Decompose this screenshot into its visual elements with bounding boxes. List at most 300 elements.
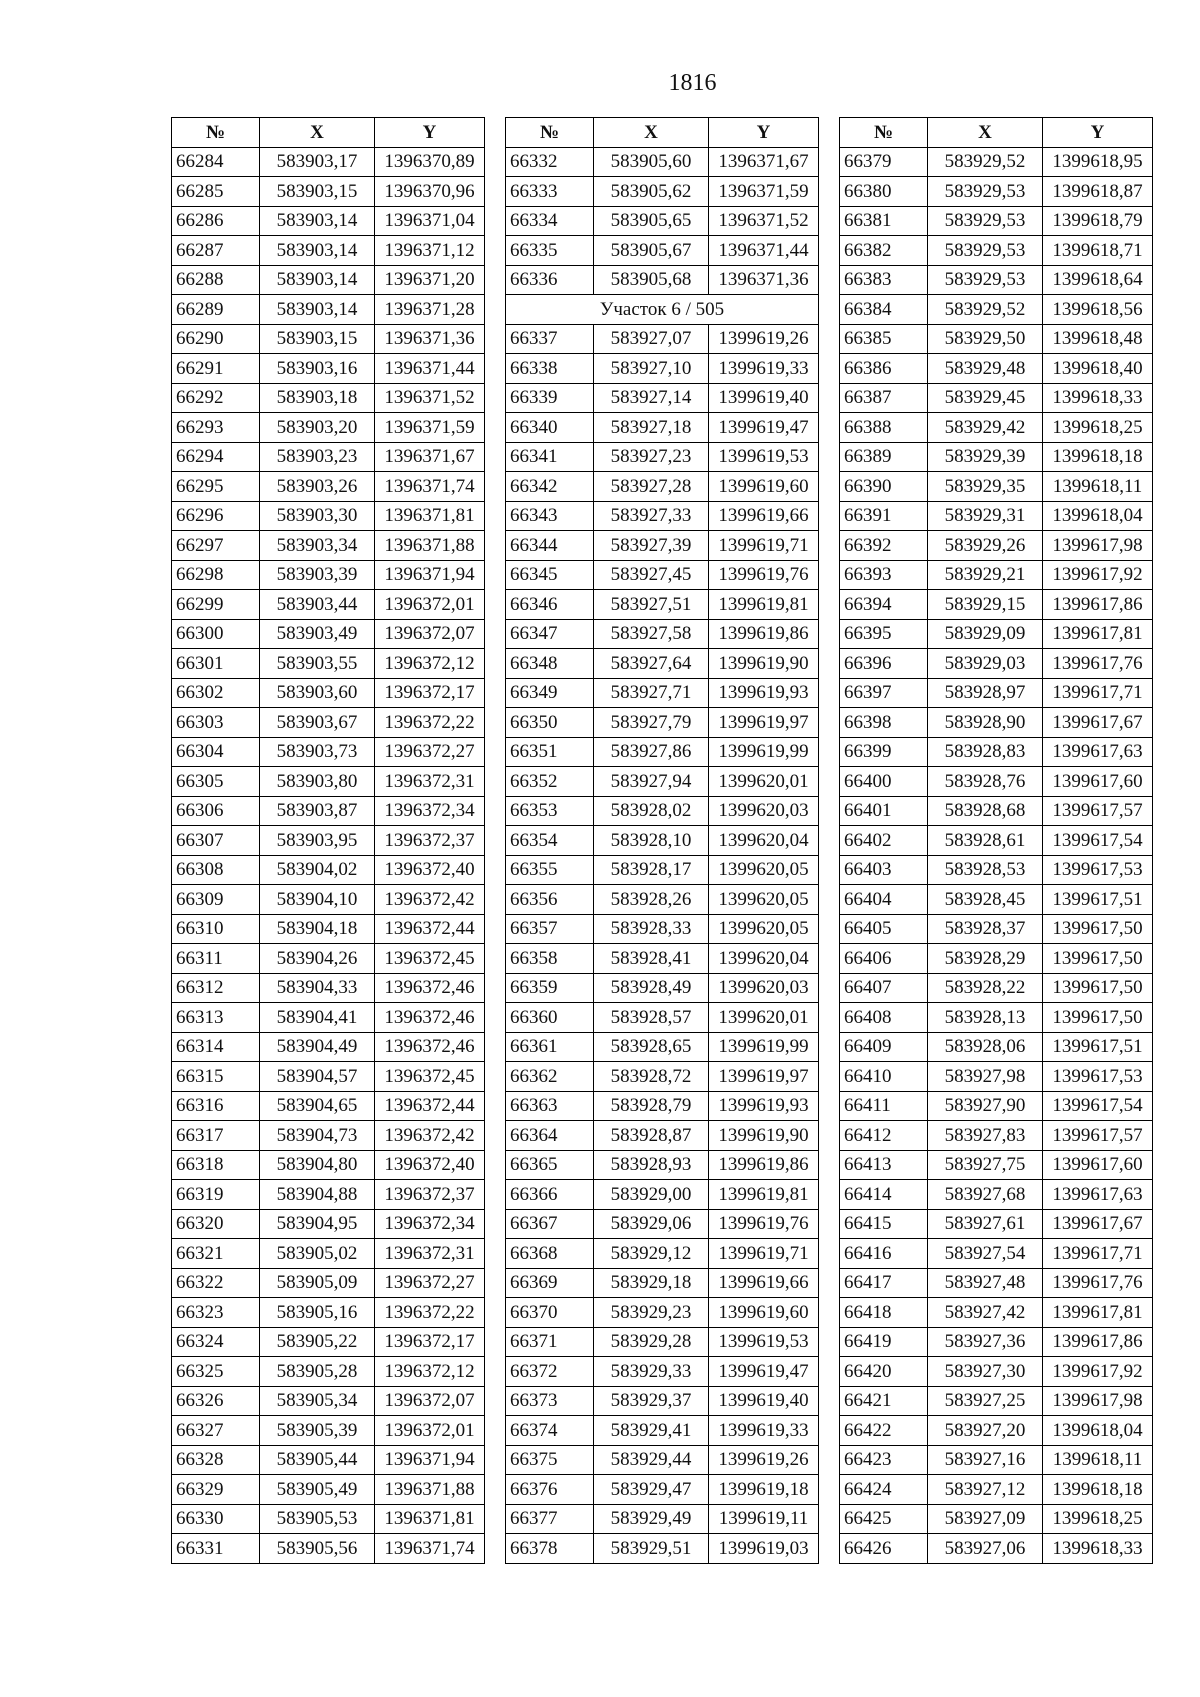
- cell-x: 583927,36: [928, 1327, 1043, 1357]
- cell-number: 66289: [172, 295, 260, 325]
- cell-y: 1396372,46: [375, 1003, 485, 1033]
- table-row: [172, 1121, 485, 1151]
- cell-x: 583904,88: [260, 1180, 375, 1210]
- cell-y: 1399619,86: [709, 619, 819, 649]
- cell-x: 583929,03: [928, 649, 1043, 679]
- table-row: [172, 1534, 485, 1564]
- cell-number: 66397: [840, 678, 928, 708]
- cell-number: 66320: [172, 1209, 260, 1239]
- cell-y: 1396372,07: [375, 619, 485, 649]
- table-row: [172, 885, 485, 915]
- cell-y: 1399617,57: [1043, 1121, 1153, 1151]
- cell-number: 66372: [506, 1357, 594, 1387]
- cell-y: 1399619,26: [709, 1445, 819, 1475]
- cell-number: 66420: [840, 1357, 928, 1387]
- table-row: [840, 1268, 1153, 1298]
- cell-x: 583928,68: [928, 796, 1043, 826]
- cell-x: 583929,45: [928, 383, 1043, 413]
- cell-y: 1399620,05: [709, 885, 819, 915]
- cell-x: 583929,12: [594, 1239, 709, 1269]
- cell-number: 66404: [840, 885, 928, 915]
- cell-y: 1399619,76: [709, 1209, 819, 1239]
- table-header: [840, 118, 1153, 148]
- table-row: [506, 944, 819, 974]
- cell-number: 66414: [840, 1180, 928, 1210]
- cell-x: 583927,64: [594, 649, 709, 679]
- cell-x: 583903,14: [260, 295, 375, 325]
- cell-number: 66304: [172, 737, 260, 767]
- cell-x: 583928,45: [928, 885, 1043, 915]
- table-row: [840, 560, 1153, 590]
- cell-y: 1399619,66: [709, 1268, 819, 1298]
- cell-x: 583905,02: [260, 1239, 375, 1269]
- cell-number: 66312: [172, 973, 260, 1003]
- cell-number: 66338: [506, 354, 594, 384]
- cell-number: 66395: [840, 619, 928, 649]
- cell-x: 583905,67: [594, 236, 709, 266]
- cell-number: 66373: [506, 1386, 594, 1416]
- cell-x: 583929,15: [928, 590, 1043, 620]
- table-body: [506, 147, 819, 1563]
- cell-number: 66324: [172, 1327, 260, 1357]
- table-row: [840, 354, 1153, 384]
- cell-x: 583903,15: [260, 177, 375, 207]
- cell-x: 583903,73: [260, 737, 375, 767]
- header-x: X: [928, 118, 1043, 148]
- table-row: [840, 1445, 1153, 1475]
- cell-number: 66299: [172, 590, 260, 620]
- table-row: [506, 1062, 819, 1092]
- cell-x: 583927,33: [594, 501, 709, 531]
- cell-number: 66355: [506, 855, 594, 885]
- cell-number: 66301: [172, 649, 260, 679]
- cell-y: 1396371,59: [375, 413, 485, 443]
- cell-x: 583928,10: [594, 826, 709, 856]
- cell-y: 1396371,88: [375, 531, 485, 561]
- cell-x: 583928,97: [928, 678, 1043, 708]
- cell-number: 66425: [840, 1504, 928, 1534]
- cell-y: 1399620,05: [709, 914, 819, 944]
- cell-x: 583904,95: [260, 1209, 375, 1239]
- cell-y: 1396372,40: [375, 855, 485, 885]
- cell-y: 1396371,67: [709, 147, 819, 177]
- cell-number: 66378: [506, 1534, 594, 1564]
- cell-x: 583904,41: [260, 1003, 375, 1033]
- cell-x: 583929,35: [928, 472, 1043, 502]
- cell-x: 583905,62: [594, 177, 709, 207]
- cell-number: 66380: [840, 177, 928, 207]
- cell-y: 1396371,04: [375, 206, 485, 236]
- cell-x: 583929,52: [928, 147, 1043, 177]
- header-row: [172, 118, 485, 148]
- table-header: [506, 118, 819, 148]
- cell-y: 1396371,81: [375, 501, 485, 531]
- cell-x: 583929,21: [928, 560, 1043, 590]
- cell-number: 66391: [840, 501, 928, 531]
- table-row: [172, 177, 485, 207]
- cell-number: 66339: [506, 383, 594, 413]
- cell-y: 1396372,45: [375, 1062, 485, 1092]
- cell-x: 583927,23: [594, 442, 709, 472]
- cell-number: 66376: [506, 1475, 594, 1505]
- cell-number: 66422: [840, 1416, 928, 1446]
- cell-y: 1399617,54: [1043, 1091, 1153, 1121]
- cell-number: 66386: [840, 354, 928, 384]
- cell-y: 1399619,47: [709, 1357, 819, 1387]
- table-row: [840, 796, 1153, 826]
- cell-number: 66385: [840, 324, 928, 354]
- cell-x: 583905,60: [594, 147, 709, 177]
- cell-number: 66366: [506, 1180, 594, 1210]
- cell-y: 1399617,86: [1043, 590, 1153, 620]
- table-row: [172, 531, 485, 561]
- cell-x: 583929,39: [928, 442, 1043, 472]
- page-number: 1816: [668, 70, 717, 96]
- cell-x: 583928,72: [594, 1062, 709, 1092]
- cell-x: 583928,90: [928, 708, 1043, 738]
- cell-y: 1399617,67: [1043, 1209, 1153, 1239]
- cell-number: 66365: [506, 1150, 594, 1180]
- table-row: [506, 1534, 819, 1564]
- cell-x: 583929,48: [928, 354, 1043, 384]
- cell-y: 1396372,12: [375, 1357, 485, 1387]
- cell-number: 66306: [172, 796, 260, 826]
- cell-y: 1399618,33: [1043, 1534, 1153, 1564]
- cell-number: 66354: [506, 826, 594, 856]
- table-row: [840, 295, 1153, 325]
- section-title: Участок 6 / 505: [506, 295, 819, 325]
- cell-number: 66340: [506, 413, 594, 443]
- cell-number: 66392: [840, 531, 928, 561]
- table-row: [840, 206, 1153, 236]
- cell-y: 1396372,31: [375, 1239, 485, 1269]
- table-row: [172, 708, 485, 738]
- cell-x: 583929,51: [594, 1534, 709, 1564]
- coordinates-table: [505, 117, 819, 1564]
- table-row: [172, 796, 485, 826]
- cell-x: 583928,33: [594, 914, 709, 944]
- cell-y: 1399619,99: [709, 1032, 819, 1062]
- cell-x: 583929,50: [928, 324, 1043, 354]
- table-row: [840, 1091, 1153, 1121]
- cell-y: 1399619,53: [709, 442, 819, 472]
- table-row: [172, 1091, 485, 1121]
- cell-x: 583927,16: [928, 1445, 1043, 1475]
- table-row: [506, 1268, 819, 1298]
- table-row: [506, 354, 819, 384]
- cell-number: 66360: [506, 1003, 594, 1033]
- table-row: [172, 1445, 485, 1475]
- cell-y: 1399619,60: [709, 472, 819, 502]
- cell-number: 66384: [840, 295, 928, 325]
- table-row: [172, 1062, 485, 1092]
- cell-x: 583927,98: [928, 1062, 1043, 1092]
- cell-y: 1399617,67: [1043, 708, 1153, 738]
- cell-y: 1399619,26: [709, 324, 819, 354]
- cell-y: 1399619,53: [709, 1327, 819, 1357]
- cell-number: 66401: [840, 796, 928, 826]
- table-row: [506, 914, 819, 944]
- table-row: [506, 649, 819, 679]
- table-row: [840, 1209, 1153, 1239]
- cell-x: 583929,18: [594, 1268, 709, 1298]
- cell-number: 66328: [172, 1445, 260, 1475]
- cell-x: 583905,53: [260, 1504, 375, 1534]
- cell-y: 1399617,60: [1043, 1150, 1153, 1180]
- cell-x: 583928,79: [594, 1091, 709, 1121]
- cell-y: 1399618,87: [1043, 177, 1153, 207]
- table-row: [172, 324, 485, 354]
- table-row: [172, 501, 485, 531]
- table-row: [506, 236, 819, 266]
- cell-x: 583929,00: [594, 1180, 709, 1210]
- cell-y: 1396372,37: [375, 1180, 485, 1210]
- cell-x: 583903,39: [260, 560, 375, 590]
- cell-y: 1399620,04: [709, 826, 819, 856]
- table-row: [506, 265, 819, 295]
- table-row: [840, 767, 1153, 797]
- section-row: [506, 295, 819, 325]
- table-row: [506, 1386, 819, 1416]
- cell-x: 583927,18: [594, 413, 709, 443]
- table-row: [840, 236, 1153, 266]
- cell-y: 1399619,97: [709, 708, 819, 738]
- header-y: Y: [709, 118, 819, 148]
- cell-y: 1396371,67: [375, 442, 485, 472]
- cell-y: 1396372,01: [375, 590, 485, 620]
- cell-y: 1399618,18: [1043, 1475, 1153, 1505]
- cell-x: 583929,26: [928, 531, 1043, 561]
- cell-x: 583929,23: [594, 1298, 709, 1328]
- cell-number: 66325: [172, 1357, 260, 1387]
- cell-y: 1399619,66: [709, 501, 819, 531]
- cell-number: 66388: [840, 413, 928, 443]
- table-row: [172, 383, 485, 413]
- cell-number: 66419: [840, 1327, 928, 1357]
- cell-y: 1396372,17: [375, 1327, 485, 1357]
- table-row: [172, 590, 485, 620]
- cell-x: 583903,26: [260, 472, 375, 502]
- table-row: [506, 590, 819, 620]
- table-row: [172, 855, 485, 885]
- cell-y: 1399617,60: [1043, 767, 1153, 797]
- table-row: [840, 885, 1153, 915]
- table-row: [840, 944, 1153, 974]
- cell-x: 583905,39: [260, 1416, 375, 1446]
- table-row: [506, 1209, 819, 1239]
- table-row: [506, 1357, 819, 1387]
- cell-number: 66399: [840, 737, 928, 767]
- cell-x: 583905,34: [260, 1386, 375, 1416]
- cell-y: 1399620,05: [709, 855, 819, 885]
- cell-x: 583904,02: [260, 855, 375, 885]
- table-row: [506, 1091, 819, 1121]
- cell-x: 583928,17: [594, 855, 709, 885]
- cell-y: 1396371,94: [375, 1445, 485, 1475]
- cell-x: 583905,44: [260, 1445, 375, 1475]
- cell-y: 1399618,95: [1043, 147, 1153, 177]
- table-row: [506, 737, 819, 767]
- cell-y: 1396372,42: [375, 885, 485, 915]
- cell-y: 1396371,44: [709, 236, 819, 266]
- cell-y: 1399617,50: [1043, 914, 1153, 944]
- cell-x: 583927,42: [928, 1298, 1043, 1328]
- cell-number: 66296: [172, 501, 260, 531]
- cell-y: 1399617,51: [1043, 885, 1153, 915]
- cell-y: 1399619,33: [709, 1416, 819, 1446]
- cell-y: 1399620,01: [709, 1003, 819, 1033]
- cell-number: 66335: [506, 236, 594, 266]
- table-row: [506, 855, 819, 885]
- cell-x: 583927,48: [928, 1268, 1043, 1298]
- table-row: [172, 944, 485, 974]
- cell-y: 1399617,92: [1043, 560, 1153, 590]
- table-row: [840, 413, 1153, 443]
- cell-number: 66374: [506, 1416, 594, 1446]
- cell-number: 66383: [840, 265, 928, 295]
- cell-number: 66300: [172, 619, 260, 649]
- cell-x: 583905,49: [260, 1475, 375, 1505]
- table-row: [840, 590, 1153, 620]
- cell-y: 1399620,03: [709, 973, 819, 1003]
- cell-x: 583927,94: [594, 767, 709, 797]
- cell-number: 66351: [506, 737, 594, 767]
- cell-x: 583928,49: [594, 973, 709, 1003]
- cell-number: 66423: [840, 1445, 928, 1475]
- cell-number: 66389: [840, 442, 928, 472]
- table-row: [172, 1209, 485, 1239]
- cell-y: 1399618,64: [1043, 265, 1153, 295]
- cell-y: 1396372,07: [375, 1386, 485, 1416]
- cell-number: 66369: [506, 1268, 594, 1298]
- coordinates-table: [839, 117, 1153, 1564]
- cell-number: 66381: [840, 206, 928, 236]
- cell-y: 1399619,99: [709, 737, 819, 767]
- cell-number: 66409: [840, 1032, 928, 1062]
- table-row: [506, 177, 819, 207]
- cell-y: 1399619,76: [709, 560, 819, 590]
- cell-x: 583903,23: [260, 442, 375, 472]
- cell-number: 66308: [172, 855, 260, 885]
- table-row: [506, 1445, 819, 1475]
- table-row: [840, 1534, 1153, 1564]
- cell-y: 1396372,12: [375, 649, 485, 679]
- cell-number: 66418: [840, 1298, 928, 1328]
- cell-number: 66363: [506, 1091, 594, 1121]
- cell-number: 66394: [840, 590, 928, 620]
- cell-number: 66290: [172, 324, 260, 354]
- cell-y: 1396372,46: [375, 1032, 485, 1062]
- cell-y: 1396372,44: [375, 1091, 485, 1121]
- cell-number: 66311: [172, 944, 260, 974]
- cell-x: 583904,65: [260, 1091, 375, 1121]
- cell-number: 66314: [172, 1032, 260, 1062]
- cell-number: 66402: [840, 826, 928, 856]
- table-row: [172, 147, 485, 177]
- cell-y: 1399619,71: [709, 531, 819, 561]
- cell-number: 66393: [840, 560, 928, 590]
- cell-y: 1399617,51: [1043, 1032, 1153, 1062]
- cell-number: 66416: [840, 1239, 928, 1269]
- cell-x: 583929,33: [594, 1357, 709, 1387]
- cell-x: 583903,17: [260, 147, 375, 177]
- table-row: [172, 1504, 485, 1534]
- cell-y: 1399617,92: [1043, 1357, 1153, 1387]
- cell-x: 583903,14: [260, 265, 375, 295]
- cell-x: 583904,26: [260, 944, 375, 974]
- table-row: [172, 1386, 485, 1416]
- cell-number: 66371: [506, 1327, 594, 1357]
- table-row: [840, 855, 1153, 885]
- cell-number: 66411: [840, 1091, 928, 1121]
- cell-number: 66352: [506, 767, 594, 797]
- cell-x: 583904,10: [260, 885, 375, 915]
- table-row: [172, 206, 485, 236]
- cell-x: 583928,41: [594, 944, 709, 974]
- cell-x: 583927,25: [928, 1386, 1043, 1416]
- cell-number: 66313: [172, 1003, 260, 1033]
- cell-y: 1396371,36: [375, 324, 485, 354]
- table-row: [506, 147, 819, 177]
- cell-number: 66288: [172, 265, 260, 295]
- cell-y: 1399617,63: [1043, 1180, 1153, 1210]
- table-row: [840, 383, 1153, 413]
- cell-y: 1396372,34: [375, 796, 485, 826]
- cell-y: 1399617,98: [1043, 1386, 1153, 1416]
- cell-number: 66346: [506, 590, 594, 620]
- table-row: [506, 383, 819, 413]
- table-row: [840, 678, 1153, 708]
- cell-x: 583928,22: [928, 973, 1043, 1003]
- cell-number: 66356: [506, 885, 594, 915]
- cell-y: 1399618,71: [1043, 236, 1153, 266]
- table-row: [172, 1416, 485, 1446]
- cell-number: 66284: [172, 147, 260, 177]
- cell-x: 583903,44: [260, 590, 375, 620]
- cell-x: 583905,56: [260, 1534, 375, 1564]
- table-row: [172, 442, 485, 472]
- cell-x: 583903,30: [260, 501, 375, 531]
- table-row: [840, 501, 1153, 531]
- cell-y: 1399619,11: [709, 1504, 819, 1534]
- cell-number: 66336: [506, 265, 594, 295]
- cell-y: 1399618,40: [1043, 354, 1153, 384]
- cell-y: 1399617,71: [1043, 678, 1153, 708]
- table-row: [172, 236, 485, 266]
- cell-x: 583929,53: [928, 206, 1043, 236]
- cell-number: 66285: [172, 177, 260, 207]
- cell-number: 66321: [172, 1239, 260, 1269]
- cell-y: 1399619,93: [709, 678, 819, 708]
- cell-number: 66331: [172, 1534, 260, 1564]
- table-row: [172, 1239, 485, 1269]
- cell-number: 66410: [840, 1062, 928, 1092]
- table-row: [172, 1032, 485, 1062]
- table-row: [840, 472, 1153, 502]
- table-row: [840, 147, 1153, 177]
- cell-number: 66334: [506, 206, 594, 236]
- table-row: [506, 1475, 819, 1505]
- cell-number: 66348: [506, 649, 594, 679]
- cell-y: 1396371,74: [375, 1534, 485, 1564]
- cell-y: 1396372,40: [375, 1150, 485, 1180]
- header-number: №: [172, 118, 260, 148]
- cell-number: 66315: [172, 1062, 260, 1092]
- cell-x: 583927,90: [928, 1091, 1043, 1121]
- cell-x: 583904,49: [260, 1032, 375, 1062]
- cell-number: 66310: [172, 914, 260, 944]
- cell-x: 583927,07: [594, 324, 709, 354]
